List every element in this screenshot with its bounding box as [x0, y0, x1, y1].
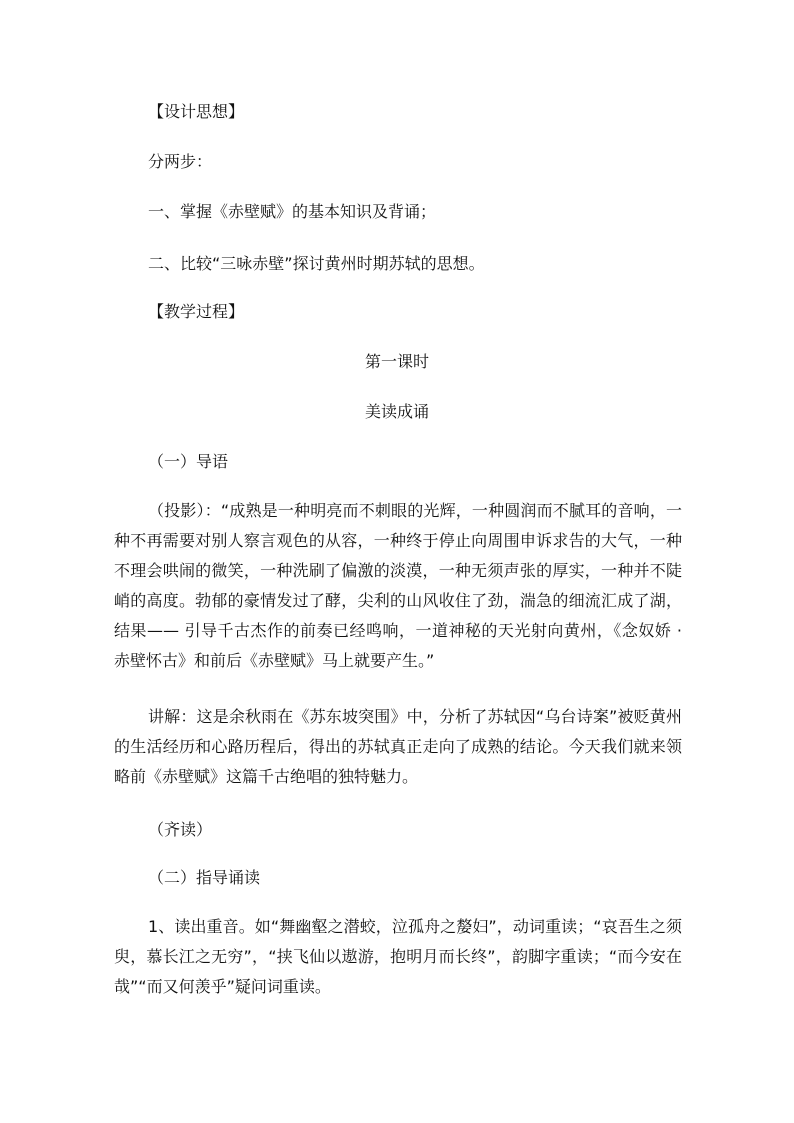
- explanation-paragraph: 讲解：这是余秋雨在《苏东坡突围》中，分析了苏轼因“乌台诗案”被贬黄州的生活经历和心路历程后，得出的苏轼真正走向了成熟的结论。今天我们就来领略前《赤壁赋》这篇千古绝唱的独特魅力。: [114, 707, 682, 786]
- part-two-heading: （二）指导诵读: [148, 868, 261, 887]
- design-heading: 【设计思想】: [148, 102, 245, 121]
- step-one-line: 一、掌握《赤壁赋》的基本知识及背诵；: [148, 202, 437, 221]
- lesson-title: 第一课时: [364, 352, 429, 371]
- projection-quote-paragraph: （投影）：“成熟是一种明亮而不刺眼的光辉，一种圆润而不腻耳的音响，一种不再需要对别人察言观色的从容，一种终于停止向周围申诉求告的大气，一种不理会哄闹的微笑，一种洗刷了偏激的淡漠，一种无须声张的厚实，一种并不陡峭的高度。勃郁的豪情发过了酵，尖利的山风收住了劲，湍急的细流汇成了湖，结果—— 引导千古杰作的前奏已经鸣响，一道神秘的天光射向黄州，《念奴娇 · 赤壁怀古》和前后《赤壁赋》马上就要产生。”: [114, 501, 682, 670]
- part-one-heading: （一）导语: [148, 452, 229, 471]
- two-steps-line: 分两步：: [148, 152, 213, 171]
- reading-point-one-paragraph: 1、读出重音。如“舞幽壑之潜蛟，泣孤舟之嫠妇”，动词重读；“哀吾生之须臾，慕长江之无穷”，“挟飞仙以遨游，抱明月而长终”，韵脚字重读；“而今安在哉”“而又何羡乎”疑问词重读。: [114, 917, 682, 996]
- process-heading: 【教学过程】: [148, 302, 245, 321]
- lesson-subtitle: 美读成诵: [364, 402, 429, 421]
- read-together-note: （齐读）: [148, 820, 213, 839]
- step-two-line: 二、比较“三咏赤壁”探讨黄州时期苏轼的思想。: [148, 254, 485, 273]
